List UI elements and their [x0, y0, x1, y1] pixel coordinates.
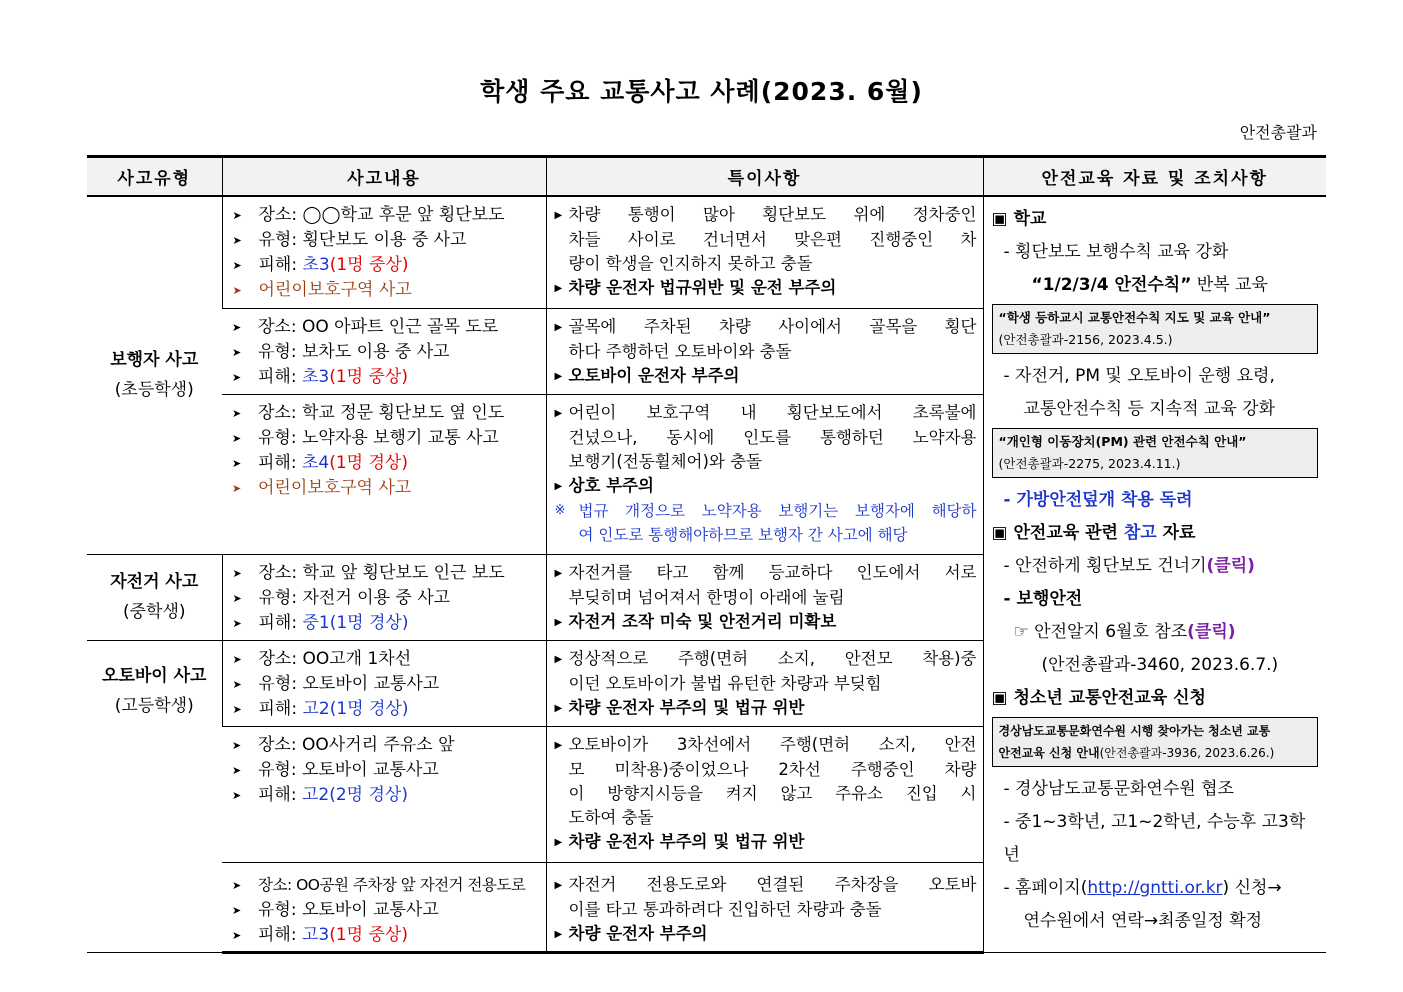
case-place: 장소: OO공원 주차장 앞 자전거 전용도로	[258, 875, 526, 894]
youth-item: - 중1~3학년, 고1~2학년, 수능후 고3학년	[1003, 812, 1306, 865]
youth-item: - 경상남도교통문화연수원 협조	[1003, 779, 1234, 799]
note-line: 차량 통행이 많아 횡단보도 위에 정차중인	[568, 205, 977, 224]
case-content	[222, 640, 546, 726]
arrowhead-bullet-icon: ➤	[232, 652, 242, 666]
youth-item-cont: 연수원에서 연락→최종일정 확정	[1023, 911, 1263, 931]
damage-grade: 초4	[301, 452, 330, 473]
note-line: 이를 타고 통과하려다 진입하던 차량과 충돌	[568, 899, 882, 919]
note-cause: 차량 운전자 부주의 및 법규 위반	[568, 697, 805, 717]
arrowhead-bullet-icon: ➤	[232, 677, 242, 691]
damage-prefix: 피해:	[258, 698, 303, 719]
damage-detail: (1명 중상)	[329, 255, 409, 275]
triangle-bullet-icon: ▶	[554, 407, 563, 419]
material-ref: (안전총괄과-3460, 2023.6.7.)	[1041, 655, 1279, 675]
note-line: 차들 사이로 건너면서 맞은편 진행중인 차	[568, 230, 977, 249]
school-item: - 자전거, PM 및 오토바이 운행 요령,	[1003, 366, 1275, 386]
case-note	[546, 394, 983, 554]
type-motorcycle	[87, 640, 222, 952]
triangle-bullet-icon: ▶	[554, 210, 563, 221]
case-kind: 유형: 노약자용 보행기 교통 사고	[258, 427, 499, 448]
note-cause: 오토바이 운전자 부주의	[568, 365, 740, 385]
box-title: 경상남도교통문화연수원 시행 찾아가는 청소년 교통	[998, 724, 1271, 738]
case-note	[546, 196, 983, 308]
note-line: 량이 학생을 인지하지 못하고 충돌	[568, 254, 813, 273]
type-sub: (초등학생)	[114, 380, 194, 401]
case-place: 장소: OO사거리 주유소 앞	[258, 734, 455, 755]
triangle-bullet-icon: ▶	[554, 653, 563, 665]
note-line: 자전거 전용도로와 연결된 주차장을 오토바	[568, 874, 977, 894]
triangle-bullet-icon: ▶	[554, 739, 563, 751]
note-line: 오토바이가 3차선에서 주행(면허 소지, 안전	[568, 734, 977, 754]
material-head-ref: 참고	[1123, 523, 1157, 543]
law-note	[555, 499, 977, 547]
arrowhead-bullet-icon: ➤	[232, 738, 242, 752]
case-place: 장소: OO 아파트 인근 골목 도로	[258, 316, 499, 337]
type-main: 자전거 사고	[110, 572, 199, 592]
case-zone: 어린이보호구역 사고	[258, 477, 412, 498]
arrowhead-bullet-icon: ➤	[232, 566, 242, 580]
school-tail: 반복 교육	[1191, 275, 1268, 295]
note-line: 자전거를 타고 함께 등교하다 인도에서 서로	[568, 562, 977, 582]
note-line: 건넜으나, 동시에 인도를 통행하던 노약자용	[568, 427, 977, 447]
box-title: “학생 등하교시 교통안전수칙 지도 및 교육 안내”	[998, 310, 1271, 325]
school-item: - 횡단보도 보행수칙 교육 강화	[1003, 242, 1229, 262]
case-zone: 어린이보호구역 사고	[258, 280, 412, 300]
damage-prefix: 피해:	[258, 612, 303, 633]
case-kind: 유형: 오토바이 교통사고	[258, 759, 439, 780]
arrowhead-bullet-icon: ➤	[232, 878, 242, 892]
case-kind: 유형: 횡단보도 이용 중 사고	[258, 230, 467, 250]
type-sub: (고등학생)	[114, 695, 194, 716]
arrowhead-bullet-icon: ➤	[232, 259, 242, 272]
accident-table	[87, 155, 1326, 954]
case-kind: 유형: 오토바이 교통사고	[258, 899, 439, 920]
damage-prefix: 피해:	[258, 784, 302, 805]
case-place: 장소: 학교 정문 횡단보도 옆 인도	[258, 402, 505, 423]
damage-prefix: 피해:	[258, 924, 302, 945]
law-note-line: 여 인도로 통행해야하므로 보행자 간 사고에 해당	[578, 525, 908, 544]
damage-detail: (1명 중상)	[329, 366, 408, 387]
type-pedestrian	[87, 196, 222, 554]
note-cause: 자전거 조작 미숙 및 안전거리 미확보	[568, 611, 837, 631]
triangle-bullet-icon: ▶	[554, 928, 563, 940]
case-note	[546, 554, 983, 640]
reference-mark-icon: ※	[554, 502, 566, 518]
damage-grade: 고2	[301, 784, 330, 805]
case-note	[546, 640, 983, 726]
damage-grade: 고3	[301, 924, 330, 945]
case-content	[222, 308, 546, 394]
law-note-line: 법규 개정으로 노약자용 보행기는 보행자에 해당하	[578, 501, 977, 520]
material-head-tail: 자료	[1156, 523, 1196, 543]
school-item-cont: 교통안전수칙 등 지속적 교육 강화	[1023, 399, 1276, 419]
note-line: 이 방향지시등을 켜지 않고 주유소 진입 시	[568, 783, 977, 803]
school-item: - 가방안전덮개 착용 독려	[1003, 490, 1193, 510]
doc-box-2	[992, 428, 1319, 478]
damage-grade: 초3	[301, 366, 330, 387]
note-line: 도하여 충돌	[568, 807, 654, 827]
triangle-bullet-icon: ▶	[554, 567, 563, 579]
box-ref: (안전총괄과-2275, 2023.4.11.)	[998, 456, 1181, 471]
arrowhead-bullet-icon: ➤	[232, 406, 242, 420]
note-line: 하다 주행하던 오토바이와 충돌	[568, 341, 792, 361]
arrowhead-bullet-icon: ➤	[232, 209, 242, 222]
type-bicycle	[87, 554, 222, 640]
table-header-row	[87, 157, 1326, 197]
case-content	[222, 554, 546, 640]
arrowhead-bullet-icon: ➤	[232, 763, 242, 777]
type-main: 오토바이 사고	[102, 665, 207, 686]
arrowhead-bullet-icon: ➤	[232, 903, 242, 917]
case-note	[546, 308, 983, 394]
arrowhead-bullet-icon: ➤	[232, 234, 242, 247]
damage-detail: (1명 경상)	[329, 698, 409, 719]
header-safety: 안전교육 자료 및 조치사항	[983, 157, 1326, 197]
arrowhead-bullet-icon: ➤	[232, 456, 242, 470]
arrowhead-bullet-icon: ➤	[232, 345, 242, 359]
triangle-bullet-icon: ▶	[554, 480, 563, 492]
damage-prefix: 피해:	[258, 255, 303, 275]
case-content	[222, 862, 546, 952]
note-line: 정상적으로 주행(면허 소지, 안전모 착용)중	[568, 648, 977, 668]
box-ref: (안전총괄과-3936, 2023.6.26.)	[1099, 746, 1275, 760]
damage-grade: 초3	[302, 255, 330, 275]
triangle-bullet-icon: ▶	[554, 879, 563, 891]
arrowhead-bullet-icon: ➤	[232, 591, 242, 605]
triangle-bullet-icon: ▶	[554, 836, 563, 848]
note-line: 부딪히며 넘어져서 한명이 아래에 눌림	[568, 587, 845, 607]
youth-item-tail: ) 신청→	[1222, 878, 1282, 898]
doc-box-1	[992, 304, 1319, 354]
page-title: 학생 주요 교통사고 사례(2023. 6월)	[480, 77, 923, 106]
arrowhead-bullet-icon: ➤	[232, 788, 242, 802]
arrowhead-bullet-icon: ➤	[232, 481, 242, 495]
note-line: 모 미착용)중이었으나 2차선 주행중인 차량	[568, 759, 977, 779]
damage-detail: (2명 경상)	[329, 784, 408, 805]
arrowhead-bullet-icon: ➤	[232, 284, 242, 297]
youth-head: ▣ 청소년 교통안전교육 신청	[991, 688, 1206, 708]
arrowhead-bullet-icon: ➤	[232, 320, 242, 334]
click-link[interactable]: (클릭)	[1206, 556, 1255, 576]
note-line: 골목에 주차된 차량 사이에서 골목을 횡단	[568, 316, 977, 336]
damage-prefix: 피해:	[258, 366, 302, 387]
case-place: 장소: ◯◯학교 후문 앞 횡단보도	[258, 205, 505, 225]
triangle-bullet-icon: ▶	[554, 702, 563, 714]
note-cause: 차량 운전자 부주의 및 법규 위반	[568, 831, 805, 851]
arrowhead-bullet-icon: ➤	[232, 431, 242, 445]
note-line: 이던 오토바이가 불법 유턴한 차량과 부딪힘	[568, 673, 882, 693]
safety-cell	[983, 196, 1326, 952]
box-title: “개인형 이동장치(PM) 관련 안전수칙 안내”	[998, 434, 1247, 449]
school-head: ▣ 학교	[991, 209, 1047, 229]
material-item: - 보행안전	[1003, 589, 1083, 609]
arrowhead-bullet-icon: ➤	[232, 702, 242, 716]
damage-detail: (1명 경상)	[329, 452, 408, 473]
triangle-bullet-icon: ▶	[554, 283, 563, 294]
table-row	[87, 196, 1326, 308]
arrowhead-bullet-icon: ➤	[232, 370, 242, 384]
school-quote: “1/2/3/4 안전수칙”	[1031, 275, 1192, 295]
type-main: 보행자 사고	[110, 350, 199, 371]
header-content: 사고내용	[222, 157, 546, 197]
department-label: 안전총괄과	[1239, 123, 1317, 142]
case-kind: 유형: 보차도 이용 중 사고	[258, 341, 450, 362]
header-note: 특이사항	[546, 157, 983, 197]
arrowhead-bullet-icon: ➤	[232, 616, 242, 630]
triangle-bullet-icon: ▶	[554, 321, 563, 333]
header-type: 사고유형	[87, 157, 222, 197]
pointer-icon: ☞ 안전알지 6월호 참조	[1013, 622, 1188, 642]
box-title: 안전교육 신청 안내	[998, 746, 1100, 760]
case-content	[222, 726, 546, 862]
case-kind: 유형: 오토바이 교통사고	[258, 673, 440, 694]
homepage-link[interactable]: http://gntti.or.kr	[1087, 878, 1223, 898]
triangle-bullet-icon: ▶	[554, 370, 563, 382]
case-content	[222, 196, 546, 308]
damage-prefix: 피해:	[258, 452, 302, 473]
case-note	[546, 726, 983, 862]
triangle-bullet-icon: ▶	[554, 616, 563, 628]
arrowhead-bullet-icon: ➤	[232, 928, 242, 942]
damage-grade: 고2	[302, 698, 330, 719]
case-content	[222, 394, 546, 554]
note-line: 보행기(전동휠체어)와 충돌	[568, 451, 762, 471]
box-ref: (안전총괄과-2156, 2023.4.5.)	[998, 332, 1173, 347]
damage-detail: (1명 중상)	[329, 924, 408, 945]
case-note	[546, 862, 983, 952]
note-cause: 차량 운전자 부주의	[568, 923, 708, 943]
material-head: ▣ 안전교육 관련	[991, 523, 1124, 543]
case-kind: 유형: 자전거 이용 중 사고	[258, 587, 451, 608]
doc-box-3	[992, 717, 1319, 767]
note-line: 어린이 보호구역 내 횡단보도에서 초록불에	[568, 402, 977, 422]
damage-grade: 중1	[302, 612, 330, 633]
type-sub: (중학생)	[122, 602, 186, 622]
note-cause: 차량 운전자 법규위반 및 운전 부주의	[568, 278, 837, 297]
youth-item: - 홈페이지(	[1003, 878, 1088, 898]
case-place: 장소: 학교 앞 횡단보도 인근 보도	[258, 562, 505, 583]
note-cause: 상호 부주의	[568, 475, 654, 495]
damage-detail: (1명 경상)	[329, 612, 409, 633]
case-place: 장소: OO고개 1차선	[258, 648, 412, 669]
material-item: - 안전하게 횡단보도 건너기	[1003, 556, 1207, 576]
click-link[interactable]: (클릭)	[1187, 622, 1236, 642]
